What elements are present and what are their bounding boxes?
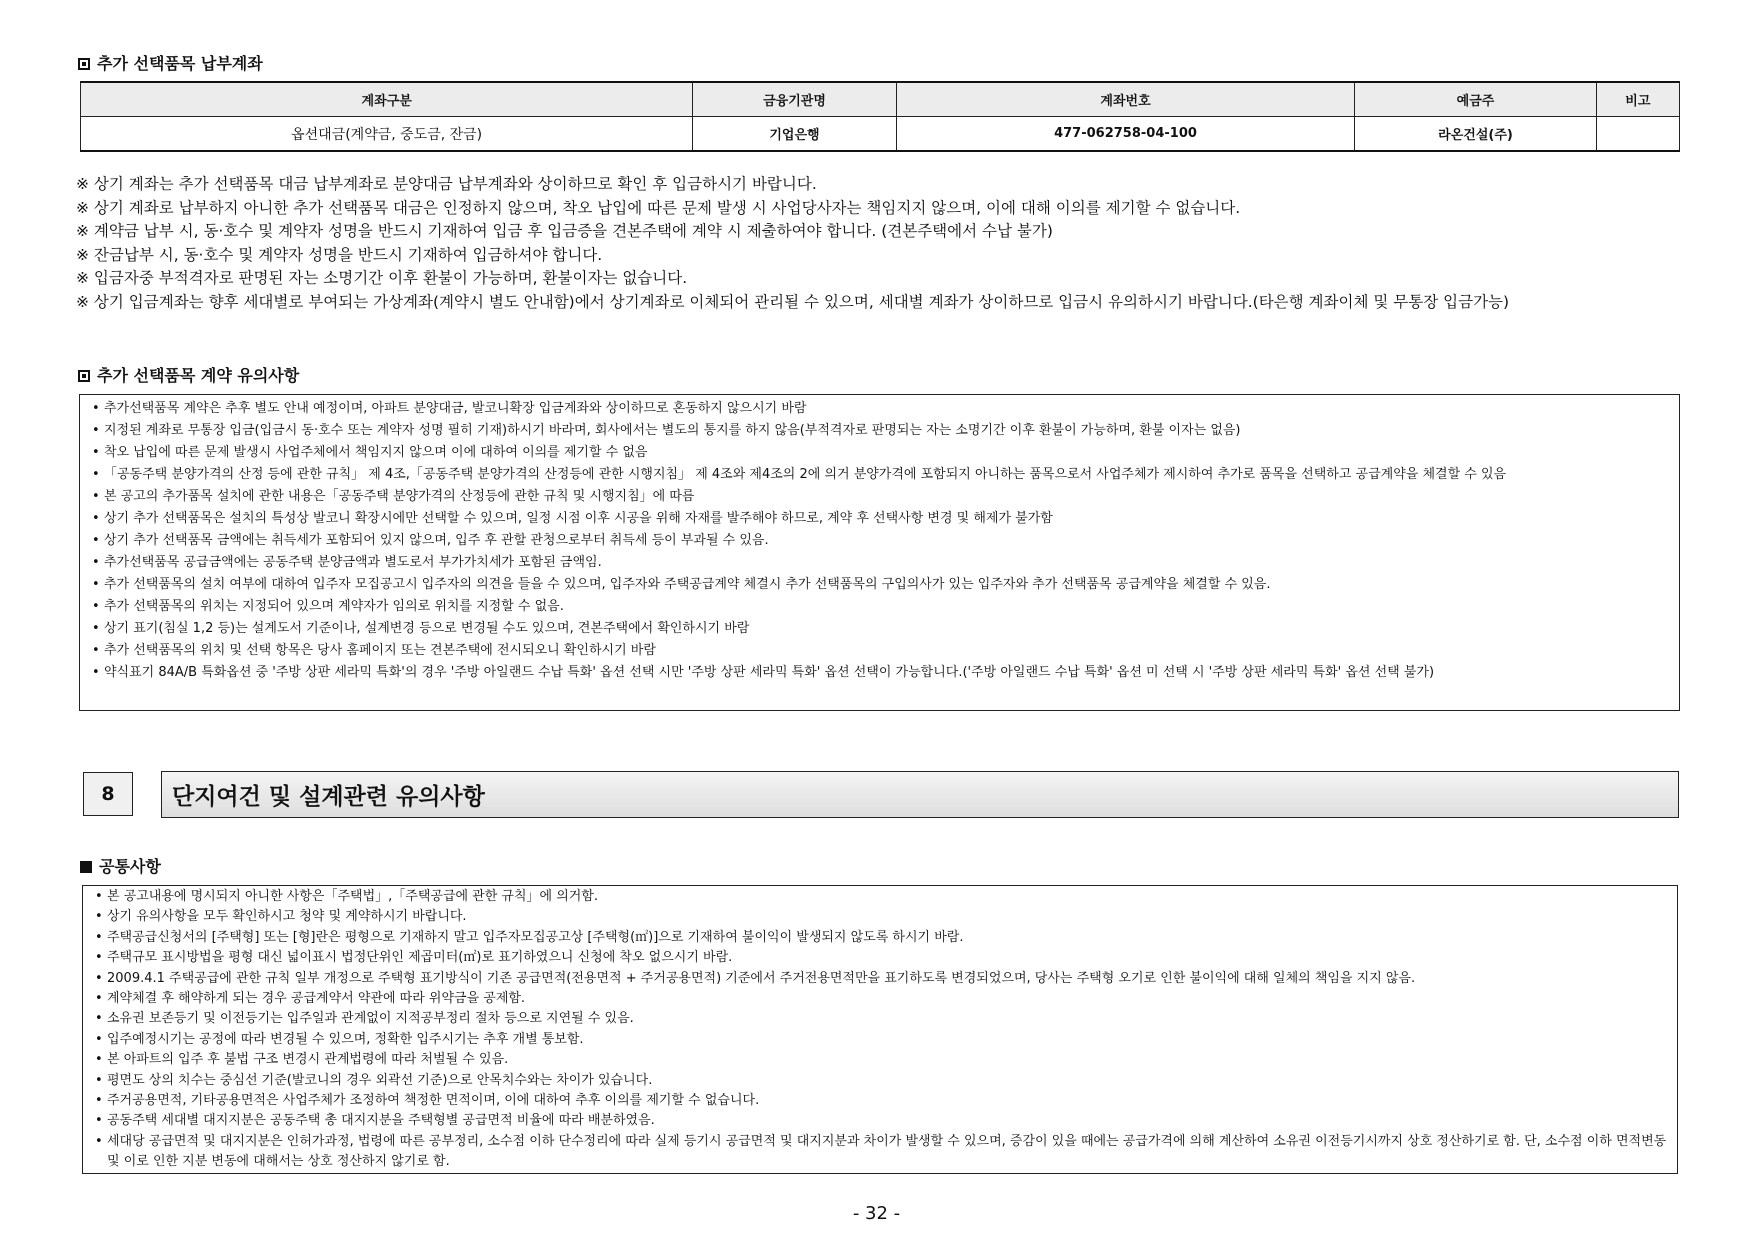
list-item: • 추가선택품목 공급금액에는 공동주택 분양금액과 별도로서 부가가치세가 포함된 금액임. — [92, 552, 1669, 574]
page-number: - 32 - — [852, 1203, 901, 1224]
list-item: • 상기 유의사항을 모두 확인하시고 청약 및 계약하시기 바랍니다. — [95, 907, 1667, 927]
list-item: • 주택규모 표시방법을 평형 대신 넓이표시 법정단위인 제곱미터(㎡)로 표기하였으니 신청에 착오 없으시기 바람. — [95, 948, 1667, 968]
list-item: • 상기 추가 선택품목 금액에는 취득세가 포함되어 있지 않으며, 입주 후 관할 관청으로부터 취득세 등이 부과될 수 있음. — [92, 530, 1669, 552]
section-heading: 단지여건 및 설계관련 유의사항 — [161, 771, 1679, 818]
list-item: • 추가 선택품목의 위치 및 선택 항목은 당사 홈페이지 또는 견본주택에 전시되오니 확인하시기 바람 — [92, 640, 1669, 662]
table-cell: 옵션대금(계약금, 중도금, 잔금) — [81, 117, 693, 152]
note-item: ※ 상기 계좌로 납부하지 아니한 추가 선택품목 대금은 인정하지 않으며, 착오 납입에 따른 문제 발생 시 사업당사자는 책임지지 않으며, 이에 대해 이의를 제기할 수 없습니다. — [76, 198, 1241, 217]
note-item: ※ 입금자중 부적격자로 판명된 자는 소명기간 이후 환불이 가능하며, 환불이자는 없습니다. — [76, 269, 688, 287]
list-item: • 세대당 공급면적 및 대지지분은 인허가과정, 법령에 따른 공부정리, 소수점 이하 단수정리에 따라 실제 등기시 공급면적 및 대지지분과 차이가 발생할 수 있으며, 증감이 있을 때에는 공급가격에 의해 계산하여 소유권 이전등기시까지 상호 정산하기로 함. 단, 소수점 이하 면적변동 및 이로 인한 지분 변동에 대해서는 상호 정산하지 않기로 함. — [95, 1132, 1667, 1173]
note-item: ※ 계약금 납부 시, 동·호수 및 계약자 성명을 반드시 기재하여 입금 후 입금증을 견본주택에 계약 시 제출하여야 합니다. (견본주택에서 수납 불가) — [76, 222, 1053, 240]
note-item: ※ 상기 입금계좌는 향후 세대별로 부여되는 가상계좌(계약시 별도 안내함)에서 상기계좌로 이체되어 관리될 수 있으며, 세대별 계좌가 상이하므로 입금시 유의하시기 바랍니다.(타은행 계좌이체 및 무통장 입금가능) — [76, 292, 1510, 311]
list-item: • 약식표기 84A/B 특화옵션 중 '주방 상판 세라믹 특화'의 경우 '주방 아일랜드 수납 특화' 옵션 선택 시만 '주방 상판 세라믹 특화' 옵션 선택이 가능합니다.('주방 아일랜드 수납 특화' 옵션 미 선택 시 '주방 상판 세라믹 특화' 옵션 선택 불가) — [92, 662, 1669, 684]
column-header: 금융기관명 — [693, 82, 896, 117]
account-section-title: 추가 선택품목 납부계좌 — [78, 51, 263, 74]
list-item: • 주택공급신청서의 [주택형] 또는 [형]란은 평형으로 기재하지 말고 입주자모집공고상 [주택형(㎡)]으로 기재하여 불이익이 발생되지 않도록 하시기 바람. — [95, 928, 1667, 948]
notes-list — [76, 173, 1680, 314]
list-item: • 평면도 상의 치수는 중심선 기준(발코니의 경우 외곽선 기준)으로 안목치수와는 차이가 있습니다. — [95, 1071, 1667, 1091]
table-cell: 477-062758-04-100 — [896, 117, 1355, 152]
column-header: 비고 — [1596, 82, 1679, 117]
common-notes-box — [82, 885, 1678, 1174]
list-item: • 추가 선택품목의 설치 여부에 대하여 입주자 모집공고시 입주자의 의견을 들을 수 있으며, 입주자와 주택공급계약 체결시 추가 선택품목의 구입의사가 있는 입주자와 추가 선택품목 공급계약을 체결할 수 있음. — [92, 574, 1669, 596]
list-item: • 상기 추가 선택품목은 설치의 특성상 발코니 확장시에만 선택할 수 있으며, 일정 시점 이후 시공을 위해 자재를 발주해야 하므로, 계약 후 선택사항 변경 및 해제가 불가함 — [92, 508, 1669, 530]
note-item: ※ 상기 계좌는 추가 선택품목 대금 납부계좌로 분양대금 납부계좌와 상이하므로 확인 후 입금하시기 바랍니다. — [76, 175, 817, 193]
common-section-title: 공통사항 — [80, 854, 161, 877]
square-bullet-icon — [78, 58, 90, 70]
section-number: 8 — [83, 772, 133, 816]
list-item: • 상기 표기(침실 1,2 등)는 설계도서 기준이나, 설계변경 등으로 변경될 수도 있으며, 견본주택에서 확인하시기 바람 — [92, 618, 1669, 640]
list-item: • 입주예정시기는 공정에 따라 변경될 수 있으며, 정확한 입주시기는 추후 개별 통보함. — [95, 1030, 1667, 1050]
list-item: • 계약체결 후 해약하게 되는 경우 공급계약서 약관에 따라 위약금을 공제함. — [95, 989, 1667, 1009]
list-item: • 추가선택품목 계약은 추후 별도 안내 예정이며, 아파트 분양대금, 발코니확장 입금계좌와 상이하므로 혼동하지 않으시기 바람 — [92, 398, 1669, 420]
column-header: 계좌번호 — [896, 82, 1355, 117]
list-item: • 주거공용면적, 기타공용면적은 사업주체가 조정하여 책정한 면적이며, 이에 대하여 추후 이의를 제기할 수 없습니다. — [95, 1091, 1667, 1111]
table-row — [81, 117, 1680, 152]
list-item: • 본 공고내용에 명시되지 아니한 사항은「주택법」,「주택공급에 관한 규칙」에 의거함. — [95, 887, 1667, 907]
table-cell — [1596, 117, 1679, 152]
list-item: • 공동주택 세대별 대지지분은 공동주택 총 대지지분을 주택형별 공급면적 비율에 따라 배분하였음. — [95, 1111, 1667, 1131]
list-item: • 2009.4.1 주택공급에 관한 규칙 일부 개정으로 주택형 표기방식이 기존 공급면적(전용면적 + 주거공용면적) 기준에서 주거전용면적만을 표기하도록 변경되었으며, 당사는 주택형 오기로 인한 불이익에 대해 일체의 책임을 지지 않음. — [95, 969, 1667, 989]
account-table — [80, 81, 1680, 152]
table-cell: 라온건설(주) — [1355, 117, 1596, 152]
contract-section-title: 추가 선택품목 계약 유의사항 — [78, 363, 299, 386]
square-bullet-icon — [78, 370, 90, 382]
table-header-row — [81, 82, 1680, 117]
note-item: ※ 잔금납부 시, 동·호수 및 계약자 성명을 반드시 기재하여 입금하셔야 합니다. — [76, 245, 603, 264]
column-header: 계좌구분 — [81, 82, 693, 117]
list-item: • 본 아파트의 입주 후 불법 구조 변경시 관계법령에 따라 처벌될 수 있음. — [95, 1050, 1667, 1070]
list-item: • 착오 납입에 따른 문제 발생시 사업주체에서 책임지지 않으며 이에 대하여 이의를 제기할 수 없음 — [92, 442, 1669, 464]
column-header: 예금주 — [1355, 82, 1596, 117]
list-item: • 소유권 보존등기 및 이전등기는 입주일과 관계없이 지적공부정리 절차 등으로 지연될 수 있음. — [95, 1009, 1667, 1029]
contract-notes-box — [79, 394, 1680, 711]
list-item: • 본 공고의 추가품목 설치에 관한 내용은「공동주택 분양가격의 산정등에 관한 규칙 및 시행지침」에 따름 — [92, 486, 1669, 508]
list-item: • 「공동주택 분양가격의 산정 등에 관한 규칙」 제 4조,「공동주택 분양가격의 산정등에 관한 시행지침」 제 4조와 제4조의 2에 의거 분양가격에 포함되지 아니하는 품목으로서 사업주체가 제시하여 추가로 품목을 선택하고 공급계약을 체결할 수 있음 — [92, 464, 1669, 486]
filled-square-bullet-icon — [80, 861, 92, 873]
list-item: • 지정된 계좌로 무통장 입금(입금시 동·호수 또는 계약자 성명 필히 기재)하시기 바라며, 회사에서는 별도의 통지를 하지 않음(부적격자로 판명되는 자는 소명기간 이후 환불이 가능하며, 환불 이자는 없음) — [92, 420, 1669, 442]
table-cell: 기업은행 — [693, 117, 896, 152]
list-item: • 추가 선택품목의 위치는 지정되어 있으며 계약자가 임의로 위치를 지정할 수 없음. — [92, 596, 1669, 618]
